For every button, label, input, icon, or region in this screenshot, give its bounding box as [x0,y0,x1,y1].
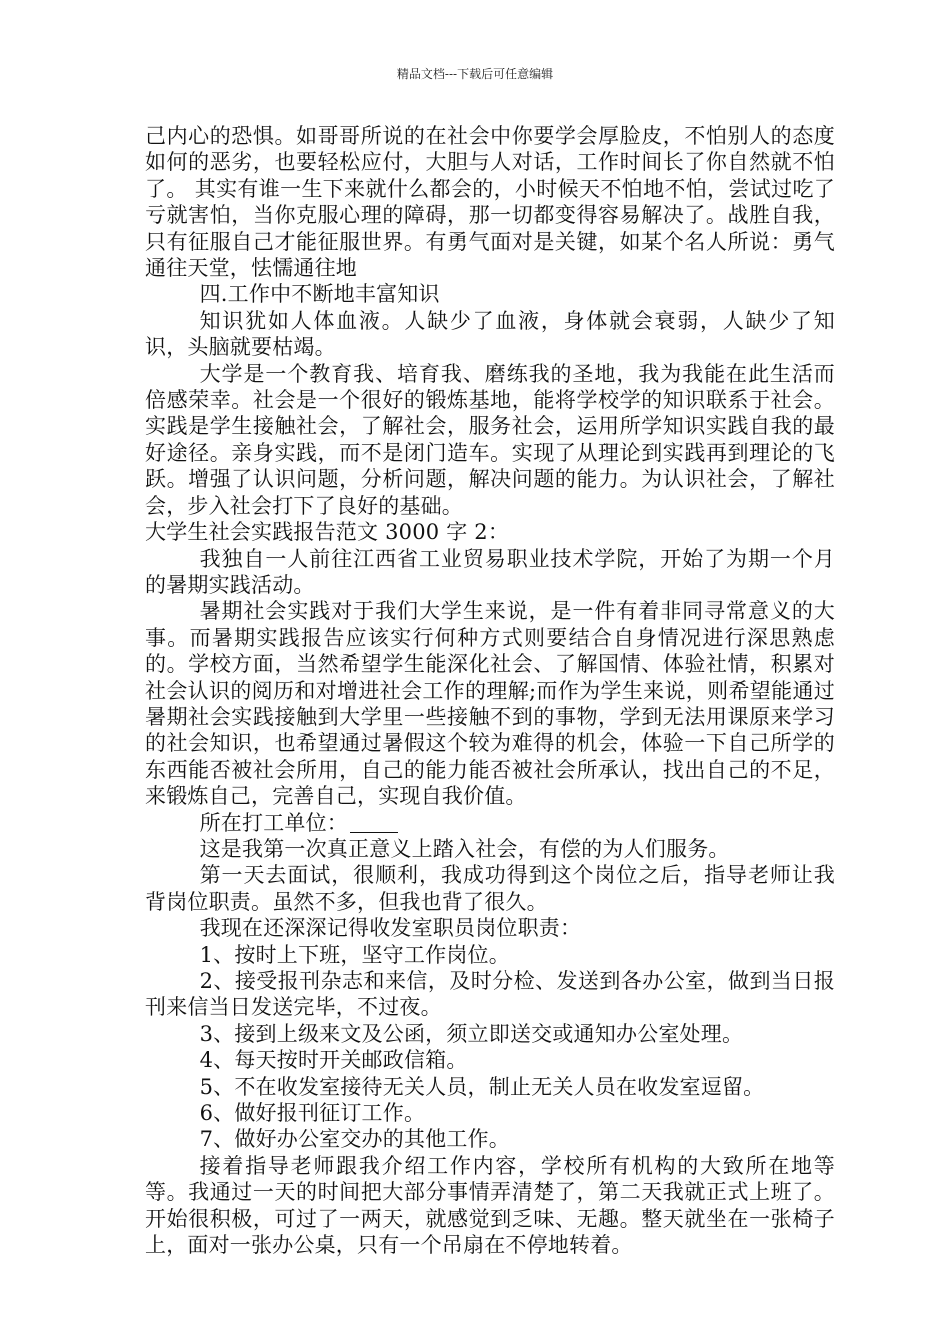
duty-item: 6、做好报刊征订工作。 [199,1101,426,1126]
paragraph: 我现在还深深记得收发室职员岗位职责： [199,916,582,941]
duty-item: 1、按时上下班，坚守工作岗位。 [199,942,510,967]
duty-item: 3、接到上级来文及公函，须立即送交或通知办公室处理。 [199,1021,744,1046]
employer-line [145,810,835,836]
duty-item: 2、接受报刊杂志和来信，及时分检、发送到各办公室，做到当日报刊来信当日发送完毕，不过夜。 [145,969,835,1020]
paragraph: 第一天去面试，很顺利，我成功得到这个岗位之后，指导老师让我背岗位职责。虽然不多，但我也背了很久。 [145,863,835,914]
article-title: 大学生社会实践报告范文 3000 字 2： [145,520,510,545]
blank-underline [350,812,398,833]
duty-item: 5、不在收发室接待无关人员，制止无关人员在收发室逗留。 [199,1074,765,1099]
paragraph: 我独自一人前往江西省工业贸易职业技术学院，开始了为期一个月的暑期实践活动。 [145,546,835,597]
document-body [145,123,835,1258]
duty-item: 4、每天按时开关邮政信箱。 [199,1048,468,1073]
section-heading: 四.工作中不断地丰富知识 [199,282,440,307]
paragraph: 接着指导老师跟我介绍工作内容，学校所有机构的大致所在地等等。我通过一天的时间把大部分事情弄清楚了，第二天我就正式上班了。开始很积极，可过了一两天，就感觉到乏味、无趣。整天就坐在一张椅子上，面对一张办公桌，只有一个吊扇在不停地转着。 [145,1153,835,1258]
paragraph: 暑期社会实践对于我们大学生来说，是一件有着非同寻常意义的大事。而暑期实践报告应该实行何种方式则要结合自身情况进行深思熟虑的。学校方面，当然希望学生能深化社会、了解国情、体验社情，积累对社会认识的阅历和对增进社会工作的理解;而作为学生来说，则希望能通过暑期社会实践接触到大学里一些接触不到的事物，学到无法用课原来学习的社会知识，也希望通过暑假这个较为难得的机会，体验一下自己所学的东西能否被社会所用，自己的能力能否被社会所承认，找出自己的不足，来锻炼自己，完善自己，实现自我价值。 [145,599,835,809]
duty-item: 7、做好办公室交办的其他工作。 [199,1127,510,1152]
paragraph: 知识犹如人体血液。人缺少了血液，身体就会衰弱，人缺少了知识，头脑就要枯竭。 [145,308,835,360]
paragraph: 大学是一个教育我、培育我、磨练我的圣地，我为我能在此生活而倍感荣幸。社会是一个很好的锻炼基地，能将学校学的知识联系于社会。实践是学生接触社会，了解社会，服务社会，运用所学知识实践自我的最好途径。亲身实践，而不是闭门造车。实现了从理论到实践再到理论的飞跃。增强了认识问题，分析问题，解决问题的能力。为认识社会，了解社会，步入社会打下了良好的基础。 [145,361,835,518]
paragraph: 这是我第一次真正意义上踏入社会，有偿的为人们服务。 [199,836,730,861]
employer-label: 所在打工单位： [199,810,348,835]
page-header: 精品文档---下载后可任意编辑 [396,67,554,81]
paragraph: 己内心的恐惧。如哥哥所说的在社会中你要学会厚脸皮，不怕别人的态度如何的恶劣，也要轻松应付，大胆与人对话，工作时间长了你自然就不怕了。 其实有谁一生下来就什么都会的，小时候天不怕地不怕，尝试过吃了亏就害怕，当你克服心理的障碍，那一切都变得容易解决了。战胜自我，只有征服自己才能征服世界。有勇气面对是关键，如某个名人所说：勇气通往天堂，怯懦通往地 [145,124,835,281]
